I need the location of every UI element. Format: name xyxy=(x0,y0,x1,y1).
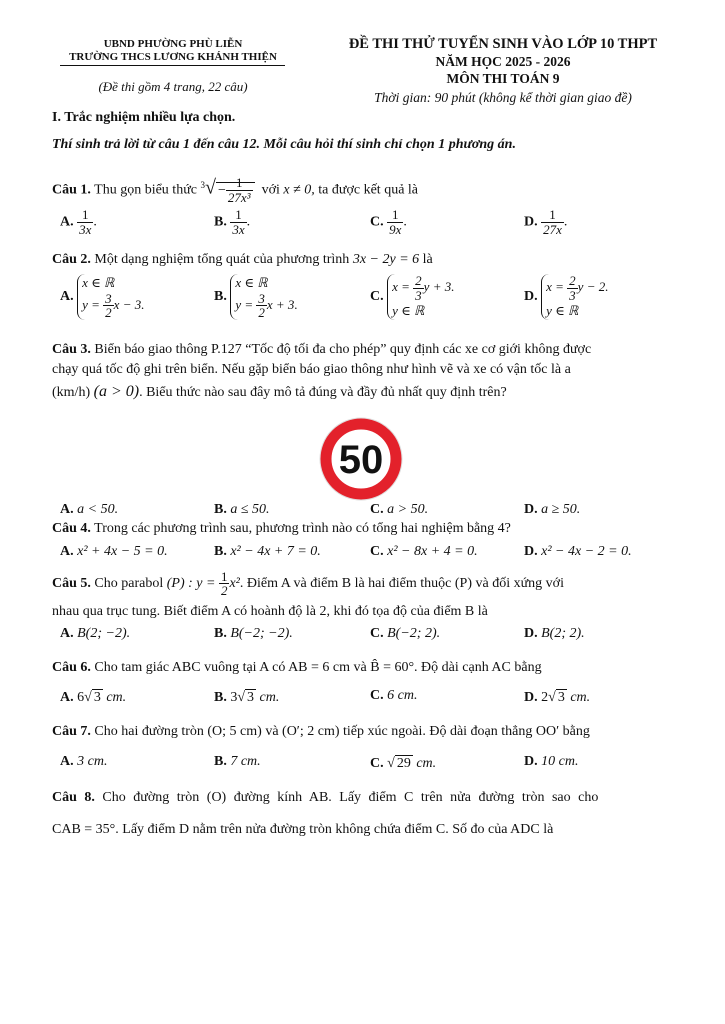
option-a[interactable]: A. a < 50. xyxy=(60,502,119,517)
question-6: Câu 6. Cho tam giác ABC vuông tại A có AB = 6 cm và B̂ = 60°. Độ dài cạnh AC bằng xyxy=(52,660,542,675)
question-5-line-2: nhau qua trục tung. Biết điểm A có hoành độ là 2, khi đó tọa độ của điểm B là xyxy=(52,604,488,619)
option-b[interactable]: B. x ∈ ℝ y = $\frac{3}{2}$ x + 3. xyxy=(214,275,298,321)
school-year: NĂM HỌC 2025 - 2026 xyxy=(435,54,571,69)
root-expression: − $\frac{1}{\text{27x³}}$ xyxy=(216,182,255,198)
question-text: Một dạng nghiệm tổng quát của phương trình xyxy=(94,252,350,267)
section-title: I. Trắc nghiệm nhiều lựa chọn. xyxy=(52,110,236,125)
pages-note: (Đề thi gồm 4 trang, 22 câu) xyxy=(98,79,248,94)
question-3-line-2: chạy quá tốc độ ghi trên biển. Nếu gặp biển báo giao thông như hình vẽ và xe có vận tốc là a xyxy=(52,362,571,377)
question-text: Thu gọn biểu thức xyxy=(94,182,198,198)
option-d[interactable]: D. x² − 4x − 2 = 0. xyxy=(524,544,632,559)
option-b[interactable]: B. B(−2; −2). xyxy=(214,626,293,641)
school-name: TRƯỜNG THCS LƯƠNG KHÁNH THIỆN xyxy=(69,51,277,63)
question-text: là xyxy=(422,252,433,267)
question-3-line-1: Câu 3. Biển báo giao thông P.127 “Tốc độ tối đa cho phép” quy định các xe cơ giới không được xyxy=(52,342,592,357)
option-a[interactable]: A. 3 cm. xyxy=(60,754,108,769)
exam-title: ĐỀ THI THỬ TUYỂN SINH VÀO LỚP 10 THPT xyxy=(348,36,658,52)
time-limit: Thời gian: 90 phút (không kể thời gian giao đề) xyxy=(374,90,632,105)
equation: 3x − 2y = 6 xyxy=(352,252,420,267)
option-c[interactable]: C. B(−2; 2). xyxy=(370,626,441,641)
question-4: Câu 4. Trong các phương trình sau, phương trình nào có tổng hai nghiệm bằng 4? xyxy=(52,521,511,536)
question-1: Câu 1. Thu gọn biểu thức $^3$√ − $\frac{1}{\text{27x³}}$ với x ≠ 0, ta được kết quả là xyxy=(52,175,419,205)
option-a[interactable]: A. B(2; −2). xyxy=(60,626,131,641)
option-a[interactable]: A. 6√ 3 cm. xyxy=(60,690,127,705)
option-d[interactable]: D. a ≥ 50. xyxy=(524,502,581,517)
option-c[interactable]: C. a > 50. xyxy=(370,502,429,517)
option-b[interactable]: B. 3√ 3 cm. xyxy=(214,690,280,705)
question-7: Câu 7. Cho hai đường tròn (O; 5 cm) và (O′; 2 cm) tiếp xúc ngoài. Độ dài đoạn thẳng OO′ bằng xyxy=(52,724,590,739)
option-b[interactable]: B. a ≤ 50. xyxy=(214,502,270,517)
department-name: UBND PHƯỜNG PHÙ LIỄN xyxy=(103,38,243,50)
option-a[interactable]: A. $\frac{1}{3x}$ . xyxy=(60,207,97,237)
condition: x ≠ 0, xyxy=(283,182,315,198)
question-2 xyxy=(52,252,433,268)
question-8-line-1: Câu 8. Cho đường tròn (O) đường kính AB. Lấy điểm C trên nửa đường tròn sao cho xyxy=(52,790,599,805)
option-c[interactable]: C. x = $\frac{2}{3}$ y + 3. y ∈ ℝ xyxy=(370,273,455,319)
option-c[interactable]: C. $\frac{1}{9x}$ . xyxy=(370,207,407,237)
option-b[interactable]: B. 7 cm. xyxy=(214,754,261,769)
option-d[interactable]: D. $\frac{1}{27x}$ . xyxy=(524,207,568,237)
question-3-line-3: (km/h) (a > 0). Biểu thức nào sau đây mô tả đúng và đầy đủ nhất quy định trên? xyxy=(52,383,507,400)
option-a[interactable]: A. x² + 4x − 5 = 0. xyxy=(60,544,168,559)
option-a[interactable]: A. x ∈ ℝ y = $\frac{3}{2}$ x − 3. xyxy=(60,275,145,321)
root-index: 3 xyxy=(200,180,206,190)
speed-limit-value: 50 xyxy=(338,438,384,482)
subject: MÔN THI TOÁN 9 xyxy=(446,71,560,86)
option-d[interactable]: D. x = $\frac{2}{3}$ y − 2. y ∈ ℝ xyxy=(524,273,609,319)
option-c[interactable]: C. √ 29 cm. xyxy=(370,756,437,771)
option-d[interactable]: D. 2√ 3 cm. xyxy=(524,690,591,705)
option-d[interactable]: D. B(2; 2). xyxy=(524,626,585,641)
option-c[interactable]: C. 6 cm. xyxy=(370,688,418,703)
option-b[interactable]: B. $\frac{1}{3x}$ . xyxy=(214,207,251,237)
option-b[interactable]: B. x² − 4x + 7 = 0. xyxy=(214,544,321,559)
header-underline xyxy=(60,65,285,66)
option-c[interactable]: C. x² − 8x + 4 = 0. xyxy=(370,544,478,559)
question-text: ta được kết quả là xyxy=(318,182,419,198)
speed-limit-sign xyxy=(318,416,404,502)
question-text: với xyxy=(261,182,280,198)
question-5-line-1: Câu 5. Cho parabol (P) : y = $\frac{1}{2}$ x². Điểm A và điểm B là hai điểm thuộc (P) và đối xứng với xyxy=(52,568,564,599)
section-instruction: Thí sinh trả lời từ câu 1 đến câu 12. Mỗi câu hỏi thí sinh chỉ chọn 1 phương án. xyxy=(52,137,516,152)
question-label: Câu 1. xyxy=(52,182,91,198)
question-8-line-2: CAB = 35°. Lấy điểm D nằm trên nửa đường tròn không chứa điểm C. Số đo của ADC là xyxy=(52,822,554,837)
option-d[interactable]: D. 10 cm. xyxy=(524,754,579,769)
question-label: Câu 2. xyxy=(52,252,91,267)
